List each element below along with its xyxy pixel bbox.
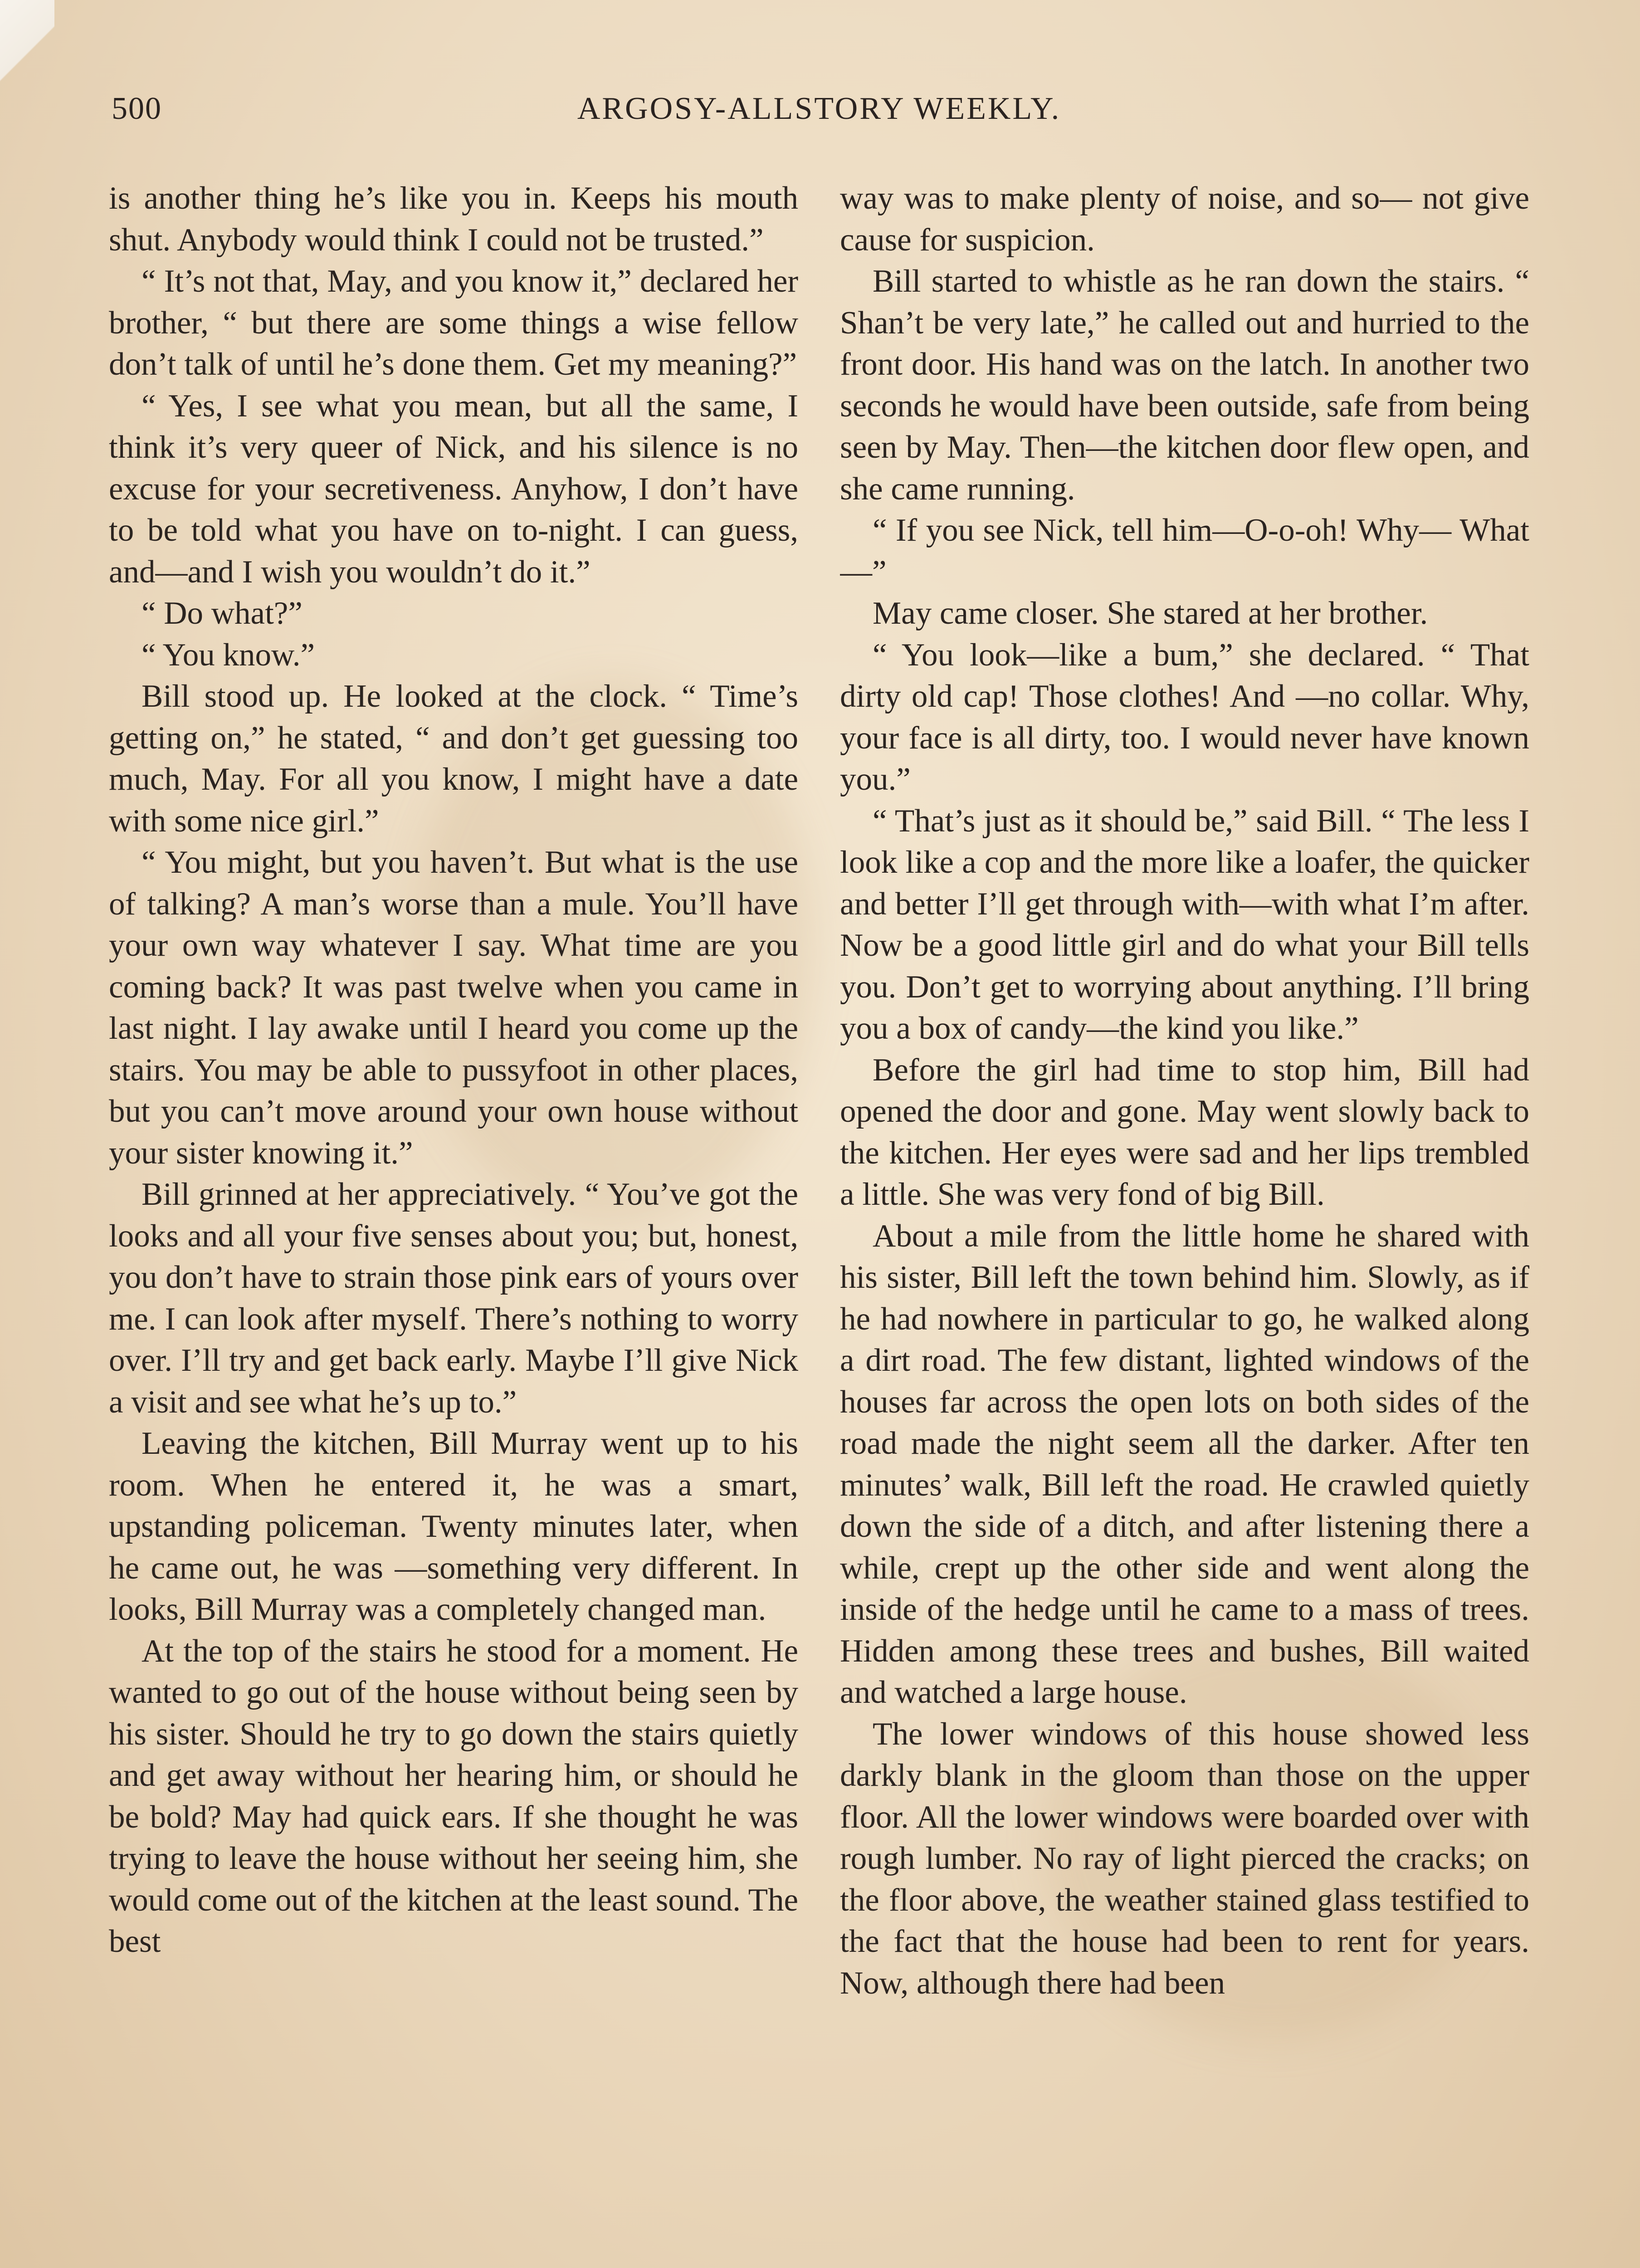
paragraph: At the top of the stairs he stood for a moment. He wanted to go out of the house without being seen by his sister. Should he try to go down the stairs quietly and get away without her hearing him, or should he be bold? May had quick ears. If she thought he was trying to leave the house without her seeing him, she would come out of the kitchen at the least sound. The best: [109, 1633, 798, 1959]
paragraph: “ That’s just as it should be,” said Bill. “ The less I look like a cop and the more like a loafer, the quicker and better I’ll get through with—with what I’m after. Now be a good little girl and do what your Bill tells you. Don’t get to worrying about anything. I’ll bring you a box of candy—the kind you like.”: [840, 803, 1529, 1046]
paragraph: “ You know.”: [142, 637, 315, 673]
right-column: [840, 178, 1529, 2268]
paragraph: is another thing he’s like you in. Keeps his mouth shut. Anybody would think I could not be trusted.”: [109, 181, 798, 258]
paragraph: way was to make plenty of noise, and so— not give cause for suspicion.: [840, 181, 1529, 258]
paragraph: Bill stood up. He looked at the clock. “ Time’s getting on,” he stated, “ and don’t get guessing too much, May. For all you know, I might have a date with some nice girl.”: [109, 679, 798, 839]
paragraph: “ Yes, I see what you mean, but all the same, I think it’s very queer of Nick, and his silence is no excuse for your secretiveness. Anyhow, I don’t have to be told what you have on to-night. I can guess, and—and I wish you wouldn’t do it.”: [109, 388, 798, 590]
paragraph: “ You might, but you haven’t. But what is the use of talking? A man’s worse than a mule. You’ll have your own way whatever I say. What time are you coming back? It was past twelve when you came in last night. I lay awake until I heard you come up the stairs. You may be able to pussyfoot in other places, but you can’t move around your own house without your sister knowing it.”: [109, 845, 798, 1171]
page-header: [112, 91, 1527, 145]
paragraph: The lower windows of this house showed less darkly blank in the gloom than those on the upper floor. All the lower windows were boarded over with rough lumber. No ray of light pierced the cracks; on the floor above, the weather stained glass testified to the fact that the house had been to rent for years. Now, although there had been: [840, 1716, 1529, 2001]
left-column: [109, 178, 798, 2268]
running-title: ARGOSY-ALLSTORY WEEKLY.: [577, 91, 1061, 126]
paragraph: “ If you see Nick, tell him—O-o-oh! Why— What—”: [840, 513, 1529, 590]
paragraph: About a mile from the little home he shared with his sister, Bill left the town behind him. Slowly, as if he had nowhere in particular to go, he walked along a dirt road. The few distant, lighted windows of the houses far across the open lots on both sides of the road made the night seem all the darker. After ten minutes’ walk, Bill left the road. He crawled quietly down the side of a ditch, and after listening there a while, crept up the other side and went along the inside of the hedge until he came to a mass of trees. Hidden among these trees and bushes, Bill waited and watched a large house.: [840, 1218, 1529, 1710]
paragraph: “ Do what?”: [142, 596, 303, 631]
paragraph: “ It’s not that, May, and you know it,” declared her brother, “ but there are some things a wise fellow don’t talk of until he’s done them. Get my meaning?”: [109, 264, 798, 382]
paragraph: May came closer. She stared at her brother.: [873, 596, 1428, 631]
paragraph: Bill grinned at her appreciatively. “ You’ve got the looks and all your five senses about you; but, honest, you don’t have to strain those pink ears of yours over me. I can look after myself. There’s nothing to worry over. I’ll try and get back early. Maybe I’ll give Nick a visit and see what he’s up to.”: [109, 1177, 798, 1420]
paragraph: Before the girl had time to stop him, Bill had opened the door and gone. May went slowly back to the kitchen. Her eyes were sad and her lips trembled a little. She was very fond of big Bill.: [840, 1052, 1529, 1212]
paragraph: Leaving the kitchen, Bill Murray went up to his room. When he entered it, he was a smart, upstanding policeman. Twenty minutes later, when he came out, he was —something very different. In looks, Bill Murray was a completely changed man.: [109, 1426, 798, 1627]
paragraph: “ You look—like a bum,” she declared. “ That dirty old cap! Those clothes! And —no collar. Why, your face is all dirty, too. I would never have known you.”: [840, 637, 1529, 797]
page-number: 500: [112, 91, 162, 126]
torn-corner: [0, 0, 54, 145]
paragraph: Bill started to whistle as he ran down the stairs. “ Shan’t be very late,” he called out and hurried to the front door. His hand was on the latch. In another two seconds he would have been outside, safe from being seen by May. Then—the kitchen door flew open, and she came running.: [840, 264, 1529, 507]
